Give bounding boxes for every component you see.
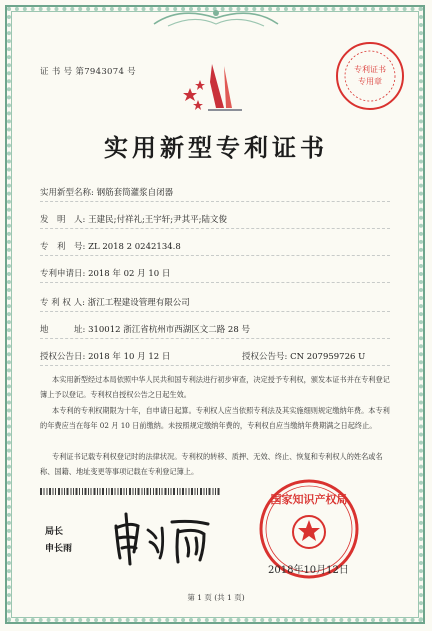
- field-owner: [40, 296, 190, 308]
- divider: [40, 255, 390, 256]
- top-ornament-icon: [150, 4, 282, 32]
- name-label: 实用新型名称:: [40, 188, 94, 198]
- grant-number-label: 授权公告号:: [242, 352, 288, 362]
- filing-date-label: 专利申请日:: [40, 269, 86, 279]
- field-inventor: [40, 213, 227, 225]
- address-label: 地 址:: [40, 325, 86, 335]
- divider: [40, 228, 390, 229]
- page-title: 实用新型专利证书: [104, 133, 328, 162]
- body-paragraph-1: 本实用新型经过本局依照中华人民共和国专利法进行初步审查，决定授予专利权，颁发本证书并在专利登记簿上予以登记。专利权自授权公告之日起生效。: [40, 375, 390, 399]
- svg-text:国家知识产权局: 国家知识产权局: [270, 493, 348, 506]
- divider: [40, 201, 390, 202]
- body-paragraph-2: 本专利的专利权期限为十年，自申请日起算。专利权人应当依照专利法及其实施细则规定缴纳年费。本专利的年费应当在每年 02 月 10 日前缴纳。未按照规定缴纳年费的，专利权自应当缴纳年费期满之日起终止。: [40, 406, 390, 430]
- page-number: 第 1 页 (共 1 页): [187, 593, 245, 602]
- divider: [40, 365, 390, 366]
- grant-date-value: 2018 年 10 月 12 日: [88, 352, 171, 362]
- barcode-icon: [40, 488, 220, 495]
- grant-date-label: 授权公告日:: [40, 352, 86, 362]
- director-title: 局长: [45, 527, 64, 537]
- divider: [40, 311, 390, 312]
- field-grant-date: [40, 350, 170, 362]
- signature-icon: [108, 508, 218, 566]
- stamp-date: 2018年10月12日: [268, 565, 349, 576]
- body-paragraph-3: 专利证书记载专利权登记时的法律状况。专利权的转移、质押、无效、终止、恢复和专利权人的姓名或名称、国籍、地址变更等事项记载在专利登记簿上。: [40, 452, 383, 476]
- name-value: 钢筋套筒灌浆自闭器: [96, 188, 174, 198]
- owner-value: 浙江工程建设管理有限公司: [87, 298, 190, 308]
- svg-text:专利证书: 专利证书: [354, 65, 386, 74]
- patent-number-value: ZL 2018 2 0242134.8: [88, 242, 181, 252]
- top-seal-icon: [334, 40, 406, 112]
- field-address: [40, 323, 250, 335]
- patent-number-label: 专 利 号:: [40, 242, 86, 252]
- field-name: [40, 186, 173, 198]
- svg-text:专用章: 专用章: [358, 77, 382, 86]
- divider: [40, 282, 390, 283]
- certificate-number: 证 书 号 第7943074 号: [40, 67, 136, 77]
- patent-office-emblem-icon: [172, 58, 256, 118]
- field-filing-date: [40, 267, 170, 279]
- inventor-value: 王建民;付祥礼;王宇轩;尹其平;陆文俊: [88, 215, 228, 225]
- field-grant-number: [242, 350, 365, 362]
- owner-label: 专 利 权 人:: [40, 298, 85, 308]
- divider: [40, 338, 390, 339]
- director-name: 申长雨: [45, 544, 73, 554]
- address-value: 310012 浙江省杭州市西湖区文二路 28 号: [88, 325, 250, 335]
- inventor-label: 发 明 人:: [40, 215, 86, 225]
- filing-date-value: 2018 年 02 月 10 日: [88, 269, 171, 279]
- field-patent-number: [40, 240, 181, 252]
- grant-number-value: CN 207959726 U: [290, 352, 366, 362]
